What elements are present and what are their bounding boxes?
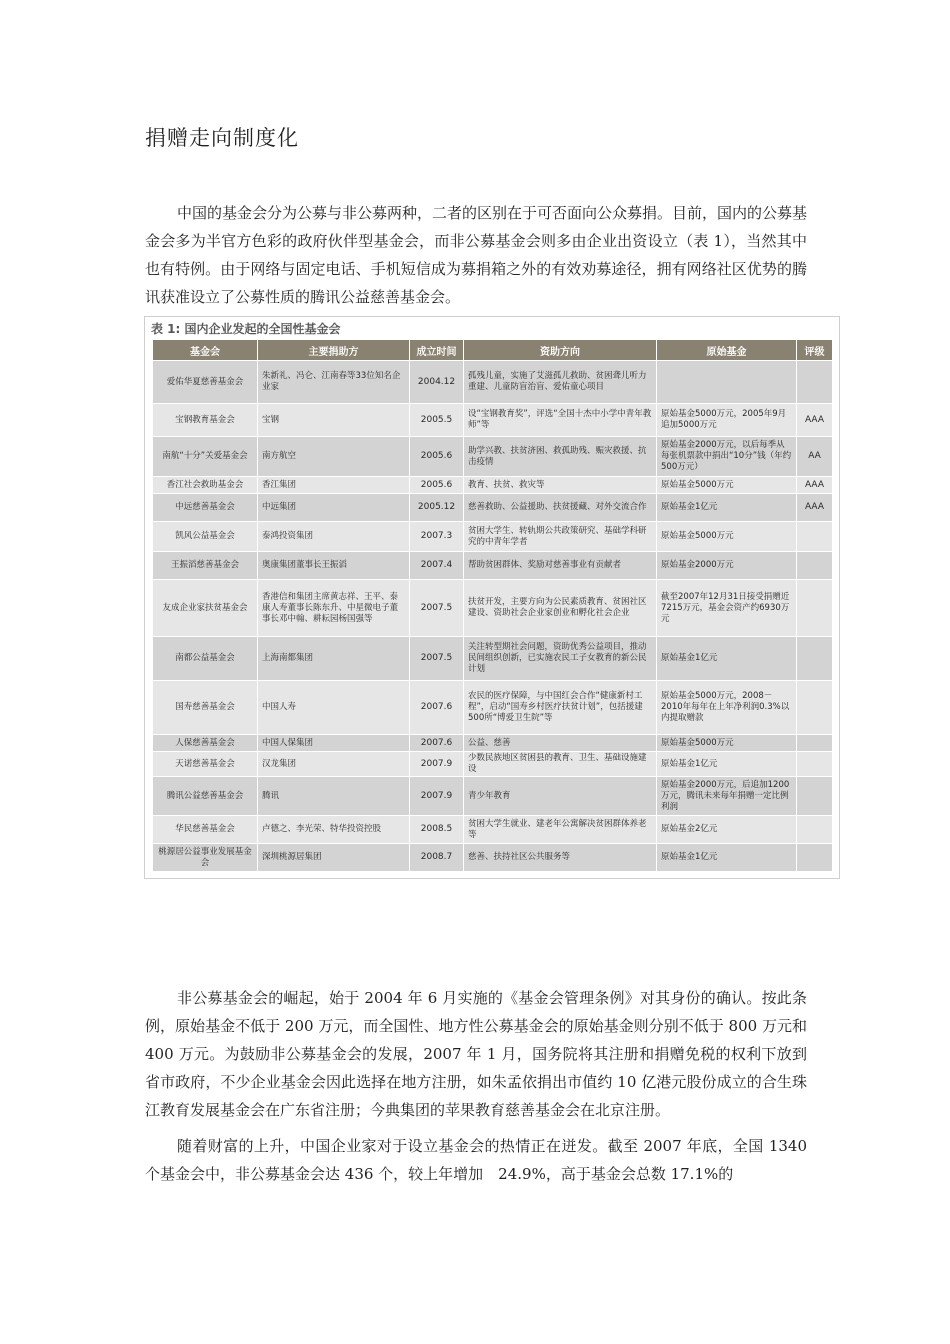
table-cell: [797, 735, 833, 752]
table-cell: 桃源居公益事业发展基金会: [153, 844, 258, 872]
table-cell: 2007.5: [410, 580, 464, 637]
table-cell: 截至2007年12月31日接受捐赠近7215万元，基金会资产约6930万元: [657, 580, 797, 637]
table-cell: 原始基金2000万元，后追加1200万元，腾讯未来每年捐赠一定比例利润: [657, 777, 797, 816]
table-cell: 原始基金2000万元，以后每季从每张机票款中捐出“10分”钱（年约500万元）: [657, 437, 797, 477]
table-cell: 南都公益基金会: [153, 637, 258, 681]
table-cell: 少数民族地区贫困县的教育、卫生、基础设施建设: [464, 752, 657, 777]
table-cell: 汉龙集团: [258, 752, 410, 777]
table-cell: 青少年教育: [464, 777, 657, 816]
table-cell: 人保慈善基金会: [153, 735, 258, 752]
table-cell: 泰鸿投资集团: [258, 522, 410, 552]
table-row: [153, 735, 833, 752]
table-cell: [657, 361, 797, 404]
table-cell: 2005.5: [410, 404, 464, 437]
header-donor: 主要捐助方: [258, 340, 410, 361]
table-cell: 2008.5: [410, 816, 464, 844]
table-cell: 原始基金5000万元: [657, 522, 797, 552]
table-cell: 孤残儿童，实施了艾滋孤儿救助、贫困聋儿听力重建、儿童防盲治盲、爱佑童心项目: [464, 361, 657, 404]
table-row: [153, 437, 833, 477]
table-cell: 上海南都集团: [258, 637, 410, 681]
header-fund: 基金会: [153, 340, 258, 361]
table-body: [153, 361, 833, 872]
header-capital: 原始基金: [657, 340, 797, 361]
page-title: 捐赠走向制度化: [145, 126, 299, 150]
table-header-row: [153, 340, 833, 361]
table-cell: [797, 816, 833, 844]
table-row: [153, 494, 833, 522]
table-row: [153, 404, 833, 437]
table-cell: 凯风公益基金会: [153, 522, 258, 552]
table-cell: 原始基金5000万元: [657, 735, 797, 752]
table-cell: AAA: [797, 477, 833, 494]
table-cell: 教育、扶贫、救灾等: [464, 477, 657, 494]
table-cell: 宝钢: [258, 404, 410, 437]
table-cell: [797, 681, 833, 735]
table-row: [153, 844, 833, 872]
table-cell: 原始基金5000万元，2008－2010年每年在上年净利润0.3%以内提取赠款: [657, 681, 797, 735]
table-cell: 香江集团: [258, 477, 410, 494]
table-cell: 爱佑华夏慈善基金会: [153, 361, 258, 404]
table-cell: 2005.6: [410, 437, 464, 477]
table-cell: 扶贫开发，主要方向为公民素质教育、贫困社区建设、资助社会企业家创业和孵化社会企业: [464, 580, 657, 637]
table-cell: 中远慈善基金会: [153, 494, 258, 522]
table-cell: 天诺慈善基金会: [153, 752, 258, 777]
table-cell: [797, 580, 833, 637]
table-cell: 原始基金2000万元: [657, 552, 797, 580]
table-cell: 原始基金5000万元: [657, 477, 797, 494]
table-row: [153, 522, 833, 552]
table-cell: [797, 361, 833, 404]
table-cell: AAA: [797, 494, 833, 522]
table-cell: [797, 637, 833, 681]
table-row: [153, 816, 833, 844]
table-cell: 助学兴教、扶贫济困、救孤助残、赈灾救援、抗击疫情: [464, 437, 657, 477]
table-cell: 原始基金1亿元: [657, 494, 797, 522]
table-cell: 贫困大学生、转轨期公共政策研究、基础学科研究的中青年学者: [464, 522, 657, 552]
table-cell: 南航“十分”关爱基金会: [153, 437, 258, 477]
table-row: [153, 681, 833, 735]
fund-table-figure: [144, 316, 840, 879]
table-cell: [797, 522, 833, 552]
table-cell: 宝钢教育基金会: [153, 404, 258, 437]
table-cell: 慈善、扶持社区公共服务等: [464, 844, 657, 872]
table-cell: 原始基金5000万元，2005年9月追加5000万元: [657, 404, 797, 437]
table-row: [153, 752, 833, 777]
table-cell: 腾讯: [258, 777, 410, 816]
table-cell: 国寿慈善基金会: [153, 681, 258, 735]
table-cell: 2007.4: [410, 552, 464, 580]
table-cell: [797, 777, 833, 816]
table-cell: 原始基金1亿元: [657, 844, 797, 872]
table-cell: 慈善救助、公益援助、扶贫援藏、对外交流合作: [464, 494, 657, 522]
table-cell: 友成企业家扶贫基金会: [153, 580, 258, 637]
table-cell: 原始基金1亿元: [657, 637, 797, 681]
table-cell: 关注转型期社会问题，资助优秀公益项目，推动民间组织创新，已实施农民工子女教育的新公民计划: [464, 637, 657, 681]
paragraph-regulation: 非公募基金会的崛起，始于 2004 年 6 月实施的《基金会管理条例》对其身份的确认。按此条例，原始基金不低于 200 万元，而全国性、地方性公募基金会的原始基金则分别不低于 800 万元和 400 万元。为鼓励非公募基金会的发展，2007 年 1 月，国务院将其注册和捐赠免税的权利下放到省市政府，不少企业基金会因此选择在地方注册，如朱孟依捐出市值约 10 亿港元股份成立的合生珠江教育发展基金会在广东省注册；今典集团的苹果教育慈善基金会在北京注册。: [145, 989, 807, 1119]
fund-table: [152, 339, 833, 872]
table-cell: 2007.9: [410, 752, 464, 777]
table-cell: 2008.7: [410, 844, 464, 872]
table-cell: 香港信和集团主席黄志祥、王平、泰康人寿董事长陈东升、中星微电子董事长邓中翰、耕耘园杨国强等: [258, 580, 410, 637]
table-cell: [797, 552, 833, 580]
table-cell: AAA: [797, 404, 833, 437]
header-direction: 资助方向: [464, 340, 657, 361]
table-cell: 设“宝钢教育奖”，评选“全国十杰中小学中青年教师”等: [464, 404, 657, 437]
table-cell: 2007.6: [410, 681, 464, 735]
paragraph-growth: 随着财富的上升，中国企业家对于设立基金会的热情正在迸发。截至 2007 年底，全国 1340 个基金会中，非公募基金会达 436 个，较上年增加 24.9%，高于基金会总数 17.1%的: [145, 1137, 807, 1183]
header-date: 成立时间: [410, 340, 464, 361]
table-cell: [797, 752, 833, 777]
table-row: [153, 552, 833, 580]
table-cell: 2005.6: [410, 477, 464, 494]
table-cell: AA: [797, 437, 833, 477]
paragraph-intro: 中国的基金会分为公募与非公募两种，二者的区别在于可否面向公众募捐。目前，国内的公募基金会多为半官方色彩的政府伙伴型基金会，而非公募基金会则多由企业出资设立（表 1），当然其中也有特例。由于网络与固定电话、手机短信成为募捐箱之外的有效劝募途径，拥有网络社区优势的腾讯获准设立了公募性质的腾讯公益慈善基金会。: [145, 204, 808, 306]
table-row: [153, 637, 833, 681]
table-cell: 中远集团: [258, 494, 410, 522]
table-cell: 2007.5: [410, 637, 464, 681]
table-cell: 贫困大学生就业、建老年公寓解决贫困群体养老等: [464, 816, 657, 844]
table-cell: 朱新礼、冯仑、江南春等33位知名企业家: [258, 361, 410, 404]
table-cell: 公益、慈善: [464, 735, 657, 752]
table-cell: 帮助贫困群体、奖励对慈善事业有贡献者: [464, 552, 657, 580]
table-cell: 腾讯公益慈善基金会: [153, 777, 258, 816]
table-cell: [797, 844, 833, 872]
table-row: [153, 361, 833, 404]
header-rating: 评级: [797, 340, 833, 361]
table-cell: 南方航空: [258, 437, 410, 477]
table-cell: 深圳桃源居集团: [258, 844, 410, 872]
table-cell: 原始基金2亿元: [657, 816, 797, 844]
table-cell: 原始基金1亿元: [657, 752, 797, 777]
table-cell: 奥康集团董事长王振滔: [258, 552, 410, 580]
table-cell: 2005.12: [410, 494, 464, 522]
table-cell: 中国人寿: [258, 681, 410, 735]
table-cell: 农民的医疗保障，与中国红会合作“健康新村工程”，启动“国寿乡村医疗扶贫计划”，包括援建500所“博爱卫生院”等: [464, 681, 657, 735]
table-cell: 2007.9: [410, 777, 464, 816]
table-row: [153, 777, 833, 816]
table-cell: 2007.6: [410, 735, 464, 752]
table-cell: 2007.3: [410, 522, 464, 552]
table-cell: 王振滔慈善基金会: [153, 552, 258, 580]
table-caption: 表 1: 国内企业发起的全国性基金会: [151, 322, 341, 336]
table-cell: 中国人保集团: [258, 735, 410, 752]
table-row: [153, 477, 833, 494]
table-row: [153, 580, 833, 637]
table-cell: 2004.12: [410, 361, 464, 404]
table-cell: 华民慈善基金会: [153, 816, 258, 844]
table-cell: 卢德之、李光荣、特华投资控股: [258, 816, 410, 844]
table-cell: 香江社会救助基金会: [153, 477, 258, 494]
